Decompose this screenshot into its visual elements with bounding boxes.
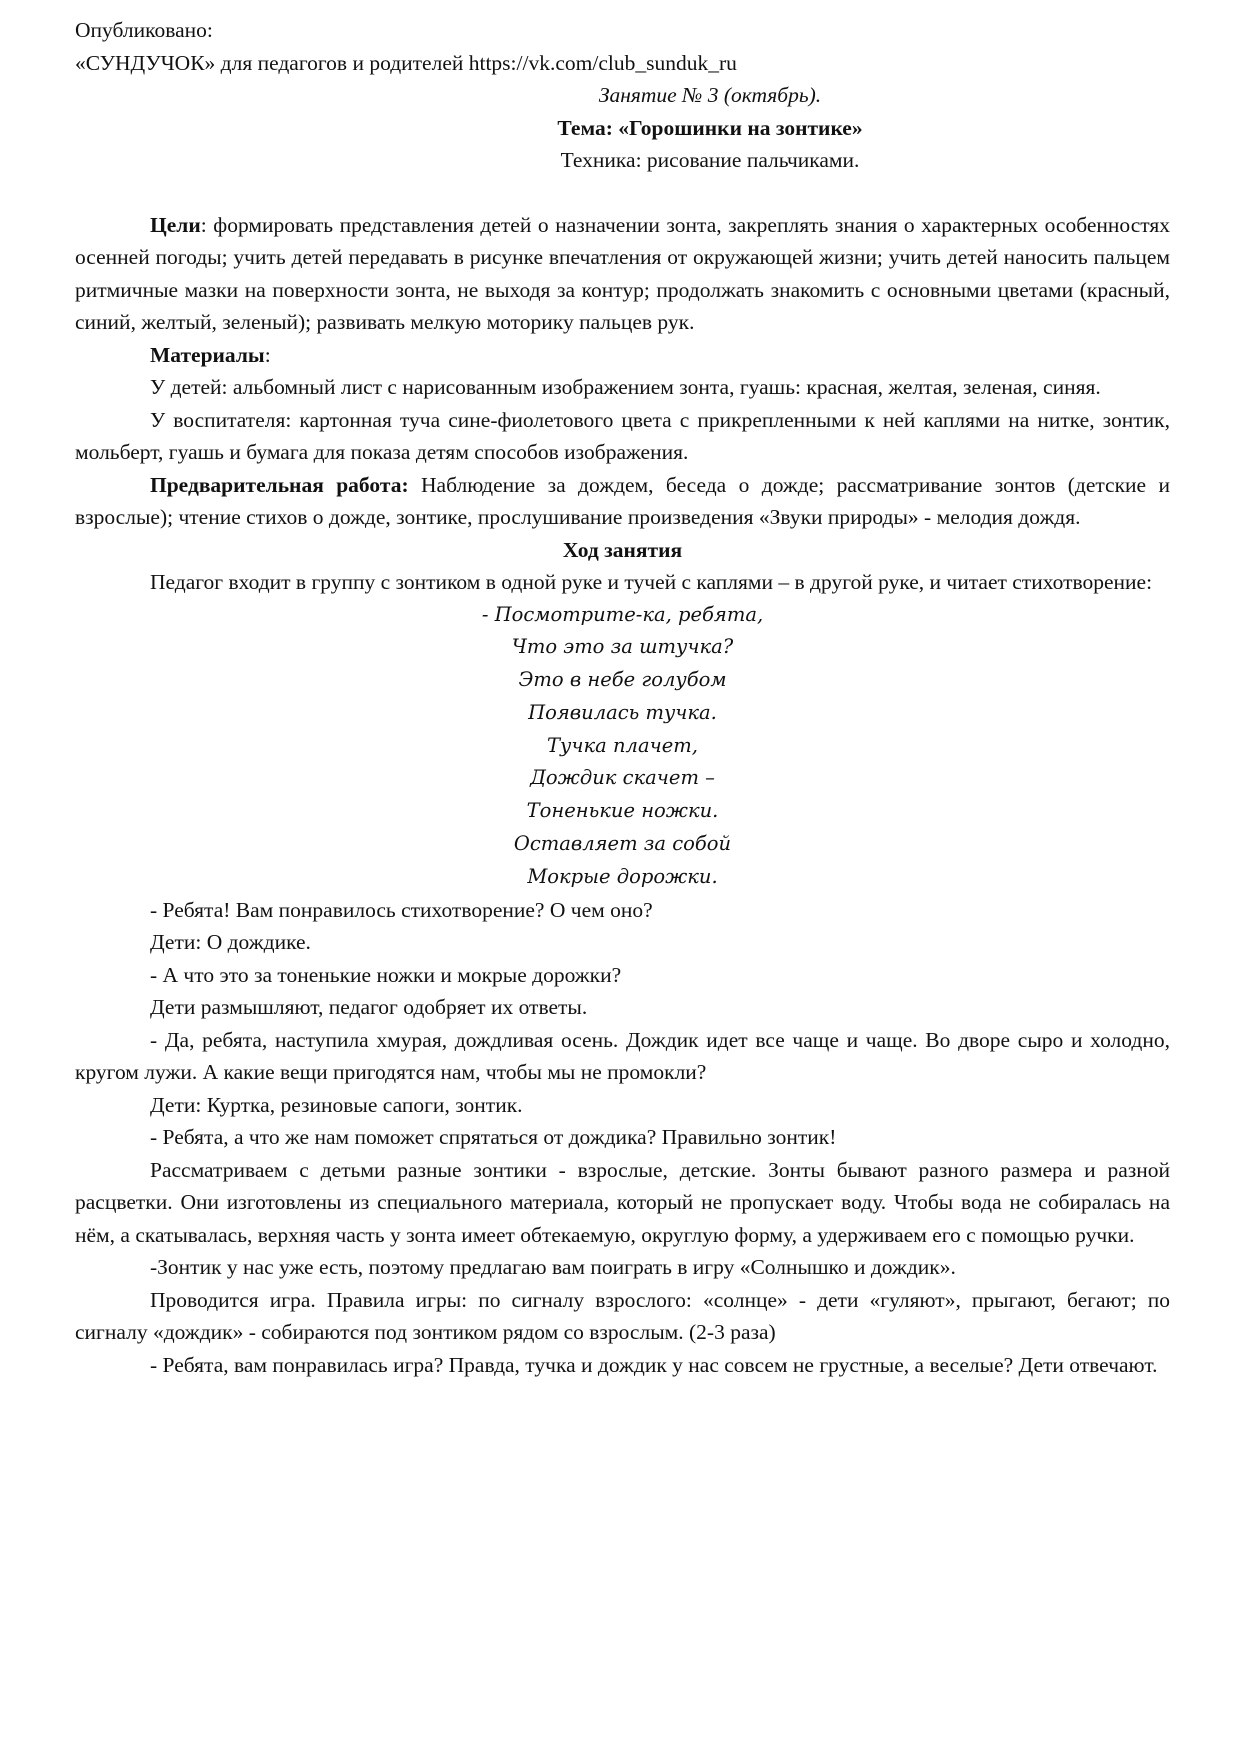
lesson-number: Занятие № 3 (октябрь). <box>598 83 822 107</box>
dialogue-line: Дети: О дождике. <box>150 930 311 955</box>
autumn-paragraph: - Да, ребята, наступила хмурая, дождливая осень. Дождик идет все чаще и чаще. Во дворе сыро и холодно, кругом лужи. А какие вещи пригодятся нам, чтобы мы не промокли? <box>75 1027 1170 1085</box>
materials-label-suffix: : <box>264 342 271 367</box>
game-rules-paragraph: Проводится игра. Правила игры: по сигналу взрослого: «солнце» - дети «гуляют», прыгают, бегают; по сигналу «дождик» - собираются под зонтиком рядом со взрослым. (2-3 раза) <box>75 1287 1170 1345</box>
umbrellas-paragraph: Рассматриваем с детьми разные зонтики - взрослые, детские. Зонты бывают разного размера и разной расцветки. Они изготовлены из специального материала, который не пропускает воду. Чтобы вода не собиралась на нём, а скатывалась, верхняя часть у зонта имеет обтекаемую, округлую форму, а удерживаем его с помощью ручки. <box>75 1157 1170 1247</box>
dialogue-line: - Ребята, а что же нам поможет спрятаться от дождика? Правильно зонтик! <box>150 1125 837 1150</box>
spacer <box>75 177 1170 209</box>
course-heading: Ход занятия <box>562 537 683 562</box>
poem-line: Это в небе голубом <box>518 668 727 692</box>
poem-line: Что это за штучка? <box>511 635 734 659</box>
lesson-theme: Тема: «Горошинки на зонтике» <box>557 115 863 140</box>
dialogue-line: Дети: Куртка, резиновые сапоги, зонтик. <box>150 1092 523 1117</box>
materials-children: У детей: альбомный лист с нарисованным изображением зонта, гуашь: красная, желтая, зеленая, синяя. <box>150 375 1101 399</box>
poem-line: Оставляет за собой <box>513 832 732 856</box>
poem-line: Дождик скачет – <box>530 766 715 790</box>
poem <box>75 599 1170 894</box>
published-label: Опубликовано: <box>75 18 213 42</box>
goals-text: : формировать представления детей о назначении зонта, закреплять знания о характерных особенностях осенней погоды; учить детей передавать в рисунке впечатления от окружающей жизни; учить детей наносить пальцем ритмичные мазки на поверхности зонта, не выходя за контур; продолжать знакомить с основными цветами (красный, синий, желтый, зеленый); развивать мелкую моторику пальцев рук. <box>75 212 1170 334</box>
course-intro: Педагог входит в группу с зонтиком в одной руке и тучей с каплями – в другой руке, и читает стихотворение: <box>150 570 1153 594</box>
dialogue-line: Дети размышляют, педагог одобряет их ответы. <box>150 995 588 1020</box>
source-line: «СУНДУЧОК» для педагогов и родителей https://vk.com/club_sunduk_ru <box>75 50 737 75</box>
preliminary-label: Предварительная работа: <box>150 472 409 497</box>
game-offer-paragraph: -Зонтик у нас уже есть, поэтому предлагаю вам поиграть в игру «Солнышко и дождик». <box>150 1255 956 1280</box>
lesson-technique: Техника: рисование пальчиками. <box>560 148 860 172</box>
question-paragraph: - Ребята, вам понравилась игра? Правда, тучка и дождик у нас совсем не грустные, а веселые? Дети отвечают. <box>150 1352 1158 1377</box>
poem-line: Тоненькие ножки. <box>526 799 719 823</box>
materials-heading <box>75 339 1170 372</box>
poem-line: Тучка плачет, <box>547 733 698 757</box>
dialogue-line: - А что это за тоненькие ножки и мокрые дорожки? <box>150 962 622 987</box>
materials-teacher: У воспитателя: картонная туча сине-фиолетового цвета с прикрепленными к ней каплями на нитке, зонтик, мольберт, гуашь и бумага для показа детям способов изображения. <box>75 407 1170 464</box>
poem-line: - Посмотрите-ка, ребята, <box>481 602 764 626</box>
goals-label: Цели <box>150 212 201 237</box>
dialogue-line: - Ребята! Вам понравилось стихотворение? О чем оно? <box>150 897 653 922</box>
goals-paragraph <box>75 209 1170 339</box>
poem-line: Появилась тучка. <box>528 700 717 724</box>
preliminary-paragraph <box>75 469 1170 534</box>
document-page <box>75 14 1170 1381</box>
poem-line: Мокрые дорожки. <box>527 864 718 888</box>
preliminary-text: Наблюдение за дождем, беседа о дожде; рассматривание зонтов (детские и взрослые); чтение стихов о дожде, зонтике, прослушивание произведения «Звуки природы» - мелодия дождя. <box>75 472 1171 529</box>
materials-label: Материалы <box>150 342 265 367</box>
